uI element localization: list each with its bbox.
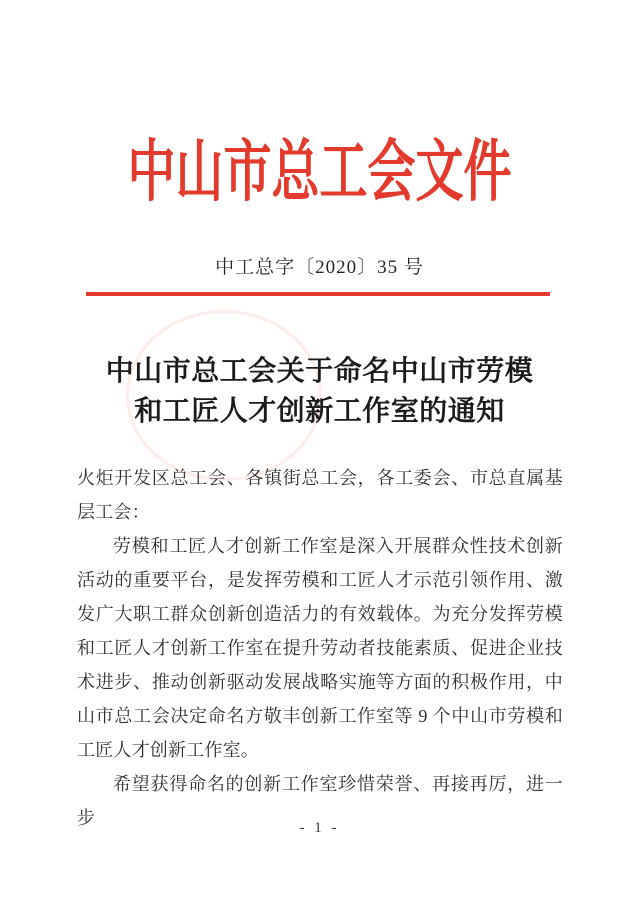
letterhead-org-title: 中山市总工会文件 bbox=[127, 135, 512, 210]
document-title-line2: 和工匠人才创新工作室的通知 bbox=[134, 396, 505, 427]
document-title-line1: 中山市总工会关于命名中山市劳模 bbox=[105, 356, 534, 387]
body-paragraph: 希望获得命名的创新工作室珍惜荣誉、再接再厉，进一步 bbox=[77, 774, 563, 828]
salutation-line: 火炬开发区总工会、各镇街总工会，各工委会、市总直属基层工会： bbox=[77, 468, 563, 522]
letterhead bbox=[0, 135, 639, 210]
page-number: - 1 - bbox=[299, 820, 340, 836]
body-paragraph: 劳模和工匠人才创新工作室是深入开展群众性技术创新活动的重要平台，是发挥劳模和工匠人才示范引领作用、激发广大职工群众创新创造活力的有效载体。为充分发挥劳模和工匠人才创新工作室在提升劳动者技能素质、促进企业技术进步、推动创新驱动发展战略实施等方面的积极作用，中山市总工会决定命名方敬丰创新工作室等 9 个中山市劳模和工匠人才创新工作室。 bbox=[77, 536, 563, 760]
red-divider-line bbox=[86, 292, 550, 296]
document-body bbox=[77, 461, 563, 835]
document-number: 中工总字〔2020〕35 号 bbox=[215, 257, 424, 278]
document-title bbox=[0, 352, 639, 432]
